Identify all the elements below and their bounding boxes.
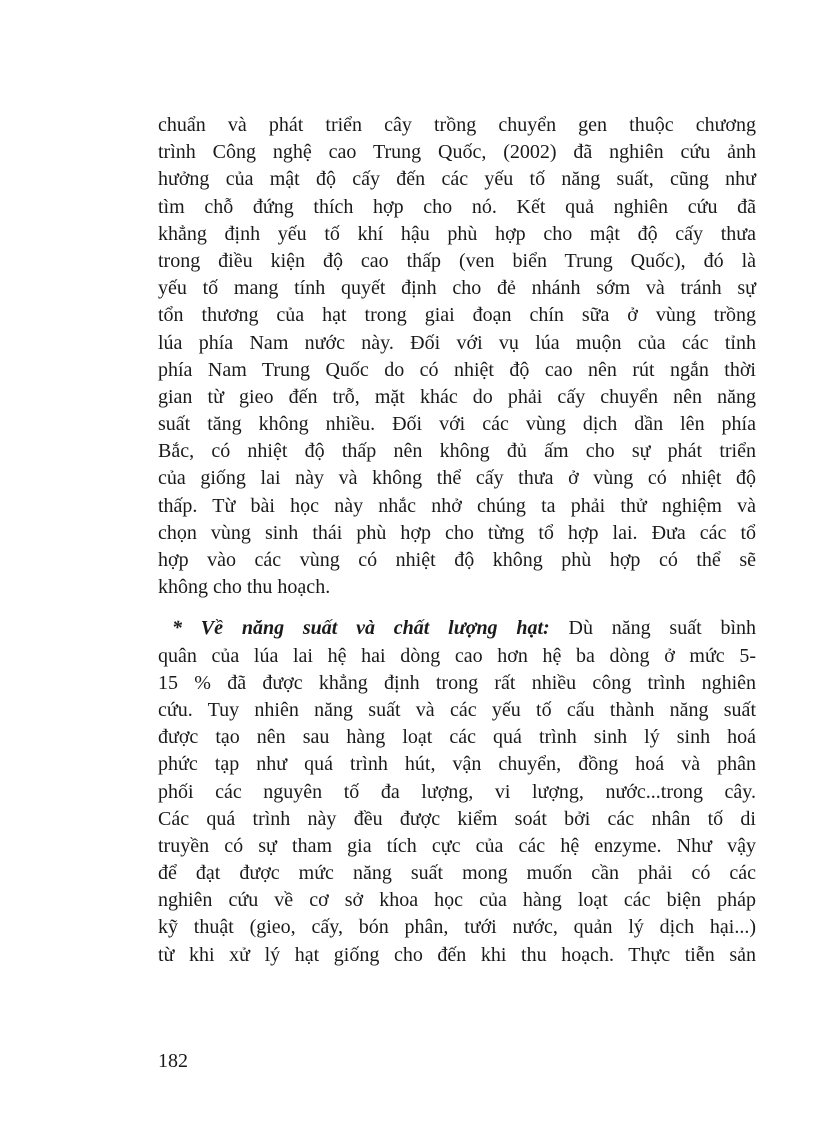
paragraph-2-first-line [158, 615, 756, 642]
text-line: hưởng của mật độ cấy đến các yếu tố năng suất, cũng như [158, 168, 756, 191]
paragraph-2 [158, 615, 756, 968]
text-line: tổn thương của hạt trong giai đoạn chín sữa ở vùng trồng [158, 304, 756, 327]
paragraph-gap [158, 601, 756, 615]
text-line: quân của lúa lai hệ hai dòng cao hơn hệ ba dòng ở mức 5- [158, 644, 756, 667]
text-line: từ khi xử lý hạt giống cho đến khi thu hoạch. Thực tiễn sản [158, 943, 756, 966]
text-line: 15 % đã được khẳng định trong rất nhiều công trình nghiên [158, 671, 756, 694]
text-line: gian từ gieo đến trỗ, mặt khác do phải cấy chuyển nên năng [158, 385, 756, 408]
text-line: truyền có sự tham gia tích cực của các hệ enzyme. Như vậy [158, 834, 756, 857]
text-line: yếu tố mang tính quyết định cho đẻ nhánh sớm và tránh sự [158, 277, 756, 300]
text-line: lúa phía Nam nước này. Đối với vụ lúa muộn của các tỉnh [158, 331, 756, 354]
heading-continuation: Dù năng suất bình [549, 617, 757, 640]
text-line: trình Công nghệ cao Trung Quốc, (2002) đã nghiên cứu ảnh [158, 141, 756, 164]
text-line: chuẩn và phát triển cây trồng chuyển gen thuộc chương [158, 114, 756, 136]
text-line: suất tăng không nhiều. Đối với các vùng dịch dần lên phía [158, 413, 756, 436]
text-line: để đạt được mức năng suất mong muốn cần phải có các [158, 862, 756, 885]
section-heading: * Về năng suất và chất lượng hạt: [172, 617, 550, 640]
text-line: cứu. Tuy nhiên năng suất và các yếu tố cấu thành năng suất [158, 698, 756, 721]
text-line: trong điều kiện độ cao thấp (ven biển Trung Quốc), đó là [158, 249, 756, 272]
text-line: nghiên cứu về cơ sở khoa học của hàng loạt các biện pháp [158, 889, 756, 912]
text-line: tìm chỗ đứng thích hợp cho nó. Kết quả nghiên cứu đã [158, 195, 756, 218]
text-line: không cho thu hoạch. [158, 576, 331, 599]
text-line: Các quá trình này đều được kiểm soát bởi các nhân tố di [158, 807, 756, 830]
text-line: Bắc, có nhiệt độ thấp nên không đủ ấm cho sự phát triển [158, 440, 756, 463]
text-line: phức tạp như quá trình hút, vận chuyển, đồng hoá và phân [158, 753, 756, 776]
text-line: kỹ thuật (gieo, cấy, bón phân, tưới nước, quản lý dịch hại...) [158, 916, 756, 939]
text-line: chọn vùng sinh thái phù hợp cho từng tổ hợp lai. Đưa các tổ [158, 521, 756, 544]
text-line: hợp vào các vùng có nhiệt độ không phù hợp có thể sẽ [158, 549, 756, 571]
paragraph-1 [158, 112, 756, 601]
page-number: 182 [158, 1050, 188, 1072]
text-line: phía Nam Trung Quốc do có nhiệt độ cao nên rút ngắn thời [158, 358, 756, 381]
text-line: được tạo nên sau hàng loạt các quá trình sinh lý sinh hoá [158, 726, 756, 749]
page-body [158, 112, 756, 969]
text-line: thấp. Từ bài học này nhắc nhở chúng ta phải thử nghiệm và [158, 494, 756, 517]
text-line: khẳng định yếu tố khí hậu phù hợp cho mật độ cấy thưa [158, 222, 756, 245]
text-line: phối các nguyên tố đa lượng, vi lượng, nước...trong cây. [158, 780, 756, 803]
text-line: của giống lai này và không thể cấy thưa ở vùng có nhiệt độ [158, 467, 756, 490]
